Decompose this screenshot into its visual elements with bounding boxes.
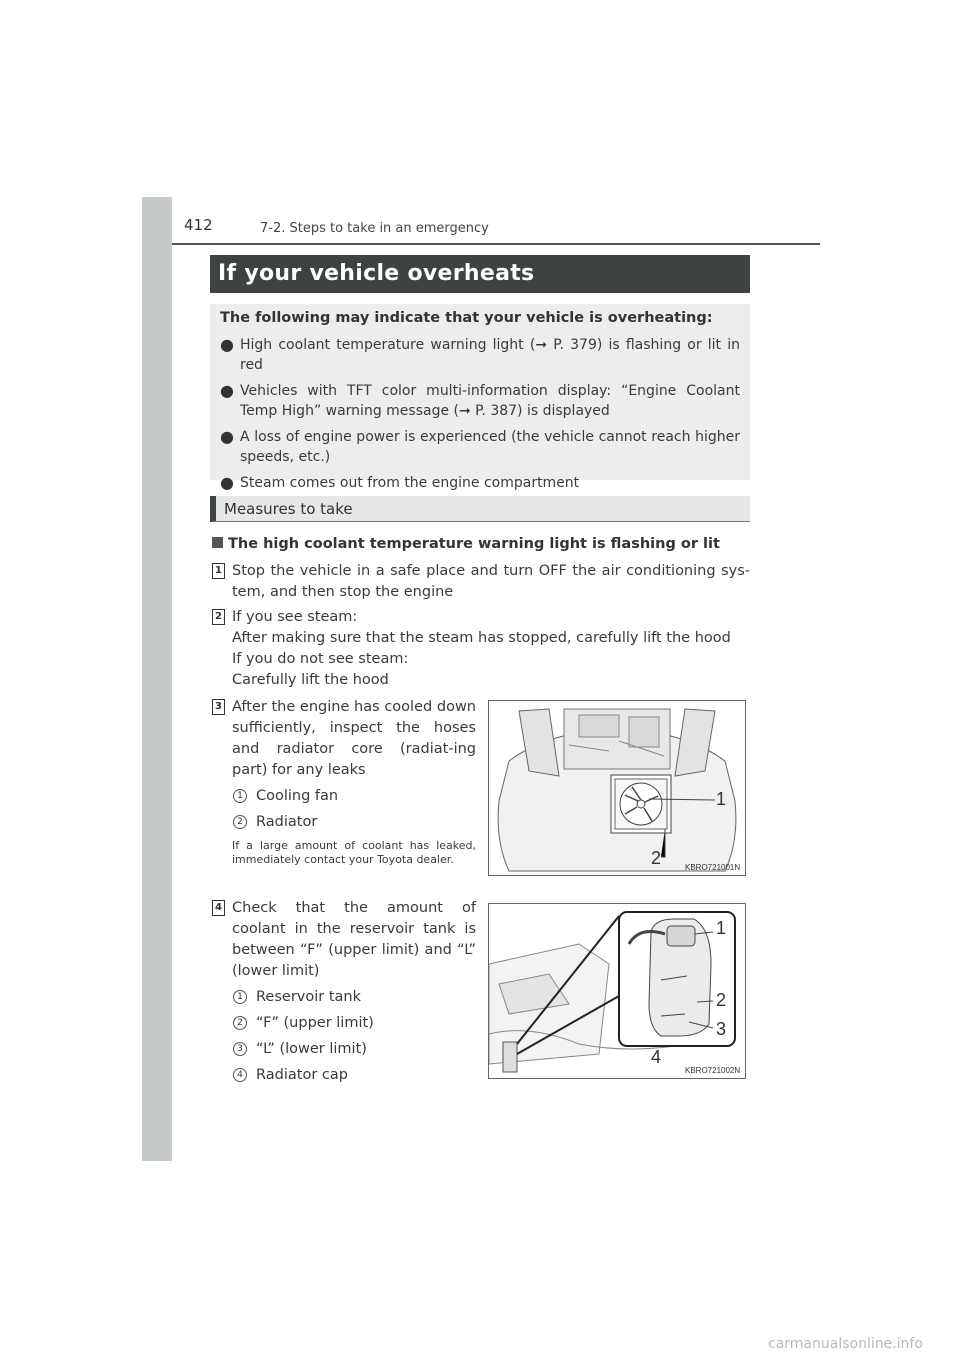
- figure-legend-item: 2 Radiator: [232, 812, 476, 833]
- step-3: 3 After the engine has cooled down sufficiently, inspect the hoses and radiator core (radiat-ing part) for any leaks 1 Cooling fan 2 Radiator If a large amount of coolant has leaked, immediately contact your Toyota dealer.: [212, 697, 476, 867]
- reservoir-illustration: [489, 904, 745, 1078]
- figure-legend-item: 1 Cooling fan: [232, 786, 476, 807]
- coolant-leak-note: If a large amount of coolant has leaked, immediately contact your Toyota dealer.: [232, 839, 476, 866]
- measures-subheading: The high coolant temperature warning light is flashing or lit: [212, 536, 720, 552]
- step-number: 2: [212, 609, 225, 625]
- figure-legend-item: 2 “F” (upper limit): [232, 1013, 476, 1034]
- square-bullet-icon: [212, 537, 223, 548]
- callout-number: 1: [716, 789, 727, 809]
- header-divider: [172, 243, 820, 245]
- engine-bay-illustration: [489, 701, 745, 875]
- reservoir-tank-figure: [488, 903, 746, 1079]
- callout-number: 2: [716, 990, 727, 1010]
- figure-legend-item: 1 Reservoir tank: [232, 987, 476, 1008]
- indicator-bullet: ● Steam comes out from the engine compartment: [220, 473, 580, 492]
- page-number: 412: [184, 216, 213, 234]
- figure-legend-item: 3 “L” (lower limit): [232, 1039, 476, 1060]
- step-number: 3: [212, 699, 225, 715]
- indicator-bullet: ● Vehicles with TFT color multi-information display: “Engine Coolant Temp High” warning message (➞ P. 387) is displayed: [220, 381, 740, 419]
- figure-legend-item: 4 Radiator cap: [232, 1065, 476, 1086]
- figure-code: KBRO721001N: [685, 863, 741, 872]
- measures-heading: Measures to take: [210, 496, 750, 522]
- site-watermark: carmanualsonline.info: [768, 1336, 923, 1352]
- bullet-icon: ●: [220, 473, 234, 492]
- bullet-icon: ●: [220, 427, 234, 446]
- callout-number: 1: [716, 918, 727, 938]
- callout-number: 2: [651, 848, 662, 868]
- step-number: 1: [212, 563, 225, 579]
- figure-code: KBRO721002N: [685, 1066, 741, 1075]
- section-reference: 7-2. Steps to take in an emergency: [260, 221, 489, 236]
- indicators-intro: The following may indicate that your vehicle is overheating:: [220, 310, 713, 326]
- bullet-icon: ●: [220, 335, 234, 354]
- page-margin-strip: [142, 197, 172, 1161]
- engine-radiator-figure: [488, 700, 746, 876]
- callout-number: 4: [651, 1047, 662, 1067]
- overheat-indicators-box: [210, 304, 750, 492]
- step-4: 4 Check that the amount of coolant in the reservoir tank is between “F” (upper limit) and “L” (lower limit) 1 Reservoir tank 2 “F” (upper limit) 3 “L” (lower limit) 4 Radiator cap: [212, 898, 476, 1086]
- step-number: 4: [212, 900, 225, 916]
- callout-number: 3: [716, 1019, 727, 1039]
- bullet-icon: ●: [220, 381, 234, 400]
- step-1: 1 Stop the vehicle in a safe place and turn OFF the air conditioning sys-tem, and then stop the engine: [212, 561, 750, 603]
- indicator-bullet: ● A loss of engine power is experienced (the vehicle cannot reach higher speeds, etc.): [220, 427, 740, 465]
- page-title: If your vehicle overheats: [210, 255, 750, 293]
- indicator-bullet: ● High coolant temperature warning light (➞ P. 379) is flashing or lit in red: [220, 335, 740, 373]
- step-2: 2 If you see steam: After making sure that the steam has stopped, carefully lift the hood If you do not see steam: Carefully lift the hood: [212, 607, 750, 691]
